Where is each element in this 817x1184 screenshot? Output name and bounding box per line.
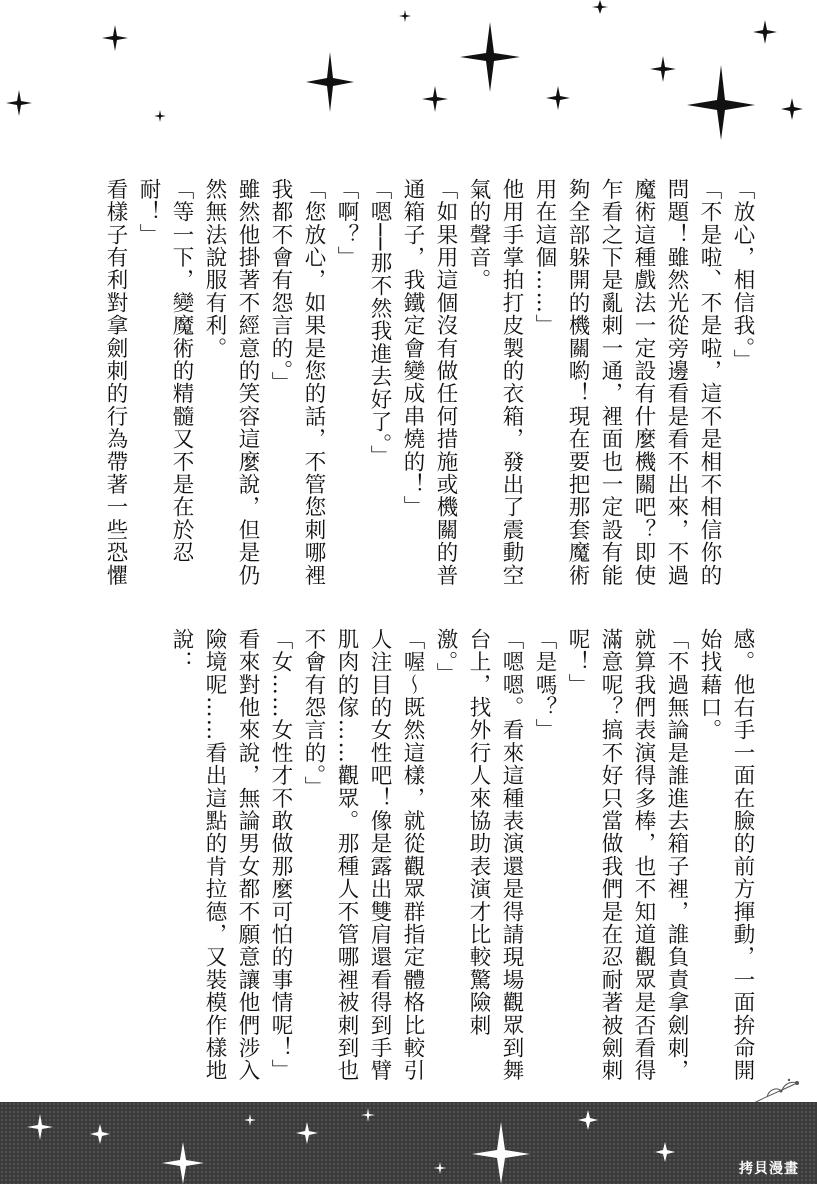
body-text-lower: 感。他右手一面在臉的前方揮動，一面拚命開始找藉口。 「不過無論是誰進去箱子裡，誰負責拿劍刺，就算我們表演得多棒，也不知道觀眾是否看得滿意呢？搞不好只當做我們是在忍耐著被劍刺呢！」 「是嗎？」 「嗯嗯。看來這種表演還是得請現場觀眾到舞台上，找外行人來協助表演才比較驚險刺激。」 「喔～既然這樣，就從觀眾群指定體格比較引人注目的女性吧！像是露出雙肩還看得到手臂肌肉的傢……觀眾。那種人不管哪裡被刺到也不會有怨言的。」 「女……女性才不敢做那麼可怕的事情呢！」 看來對他來說，無論男女都不願意讓他們涉入險境呢……看出這點的肯拉德，又裝模作樣地說： (169, 628, 755, 1082)
sparkle-icon (781, 98, 803, 120)
sparkle-icon (90, 1124, 110, 1144)
body-text-upper: 「放心，相信我。」 「不是啦、不是啦，這不是相不相信你的問題！雖然光從旁邊看是看不出來，不過魔術這種戲法一定設有什麼機關吧？即使乍看之下是亂刺一通，裡面也一定設有能夠全部躲開的機關喲！現在要把那套魔術用在這個……」 他用手掌拍打皮製的衣箱，發出了震動空氣的聲音。 「如果用這個沒有做任何措施或機關的普通箱子，我鐵定會變成串燒的！」 「嗯──那不然我進去好了。」 「啊？」 「您放心，如果是您的話，不管您刺哪裡我都不會有怨言的。」 雖然他掛著不經意的笑容這麼說，但是仍然無法說服有利。 「等一下，變魔術的精髓又不是在於忍耐！」 看樣子有利對拿劍刺的行為帶著一些恐懼 (103, 178, 755, 587)
bottom-sparkle-decoration (0, 1102, 817, 1184)
watermark-label: 拷貝漫畫 (739, 1161, 799, 1177)
sparkle-icon (472, 1122, 530, 1184)
sparkle-icon (306, 52, 354, 112)
sparkle-icon (361, 1108, 375, 1122)
sparkle-icon (650, 56, 676, 82)
sparkle-icon (102, 25, 128, 51)
sparkle-icon (6, 90, 32, 116)
sparkle-icon (296, 1122, 318, 1144)
sparkle-icon (460, 22, 520, 92)
bottom-star-band (0, 1102, 817, 1184)
sparkle-icon (244, 1114, 256, 1126)
sparkle-icon (687, 65, 755, 140)
sparkle-icon (655, 1142, 675, 1162)
sparkle-icon (753, 20, 777, 44)
sparkle-icon (422, 86, 448, 112)
sparkle-icon (399, 10, 411, 22)
top-sparkle-decoration (0, 0, 817, 140)
sparkle-icon (592, 0, 608, 14)
sparkle-icon (27, 1114, 53, 1140)
sparkle-icon (162, 1142, 204, 1184)
sparkle-icon (546, 86, 570, 110)
sparkle-icon (154, 110, 166, 122)
sparkle-icon (578, 1110, 598, 1130)
sparkle-icon (434, 1162, 446, 1174)
